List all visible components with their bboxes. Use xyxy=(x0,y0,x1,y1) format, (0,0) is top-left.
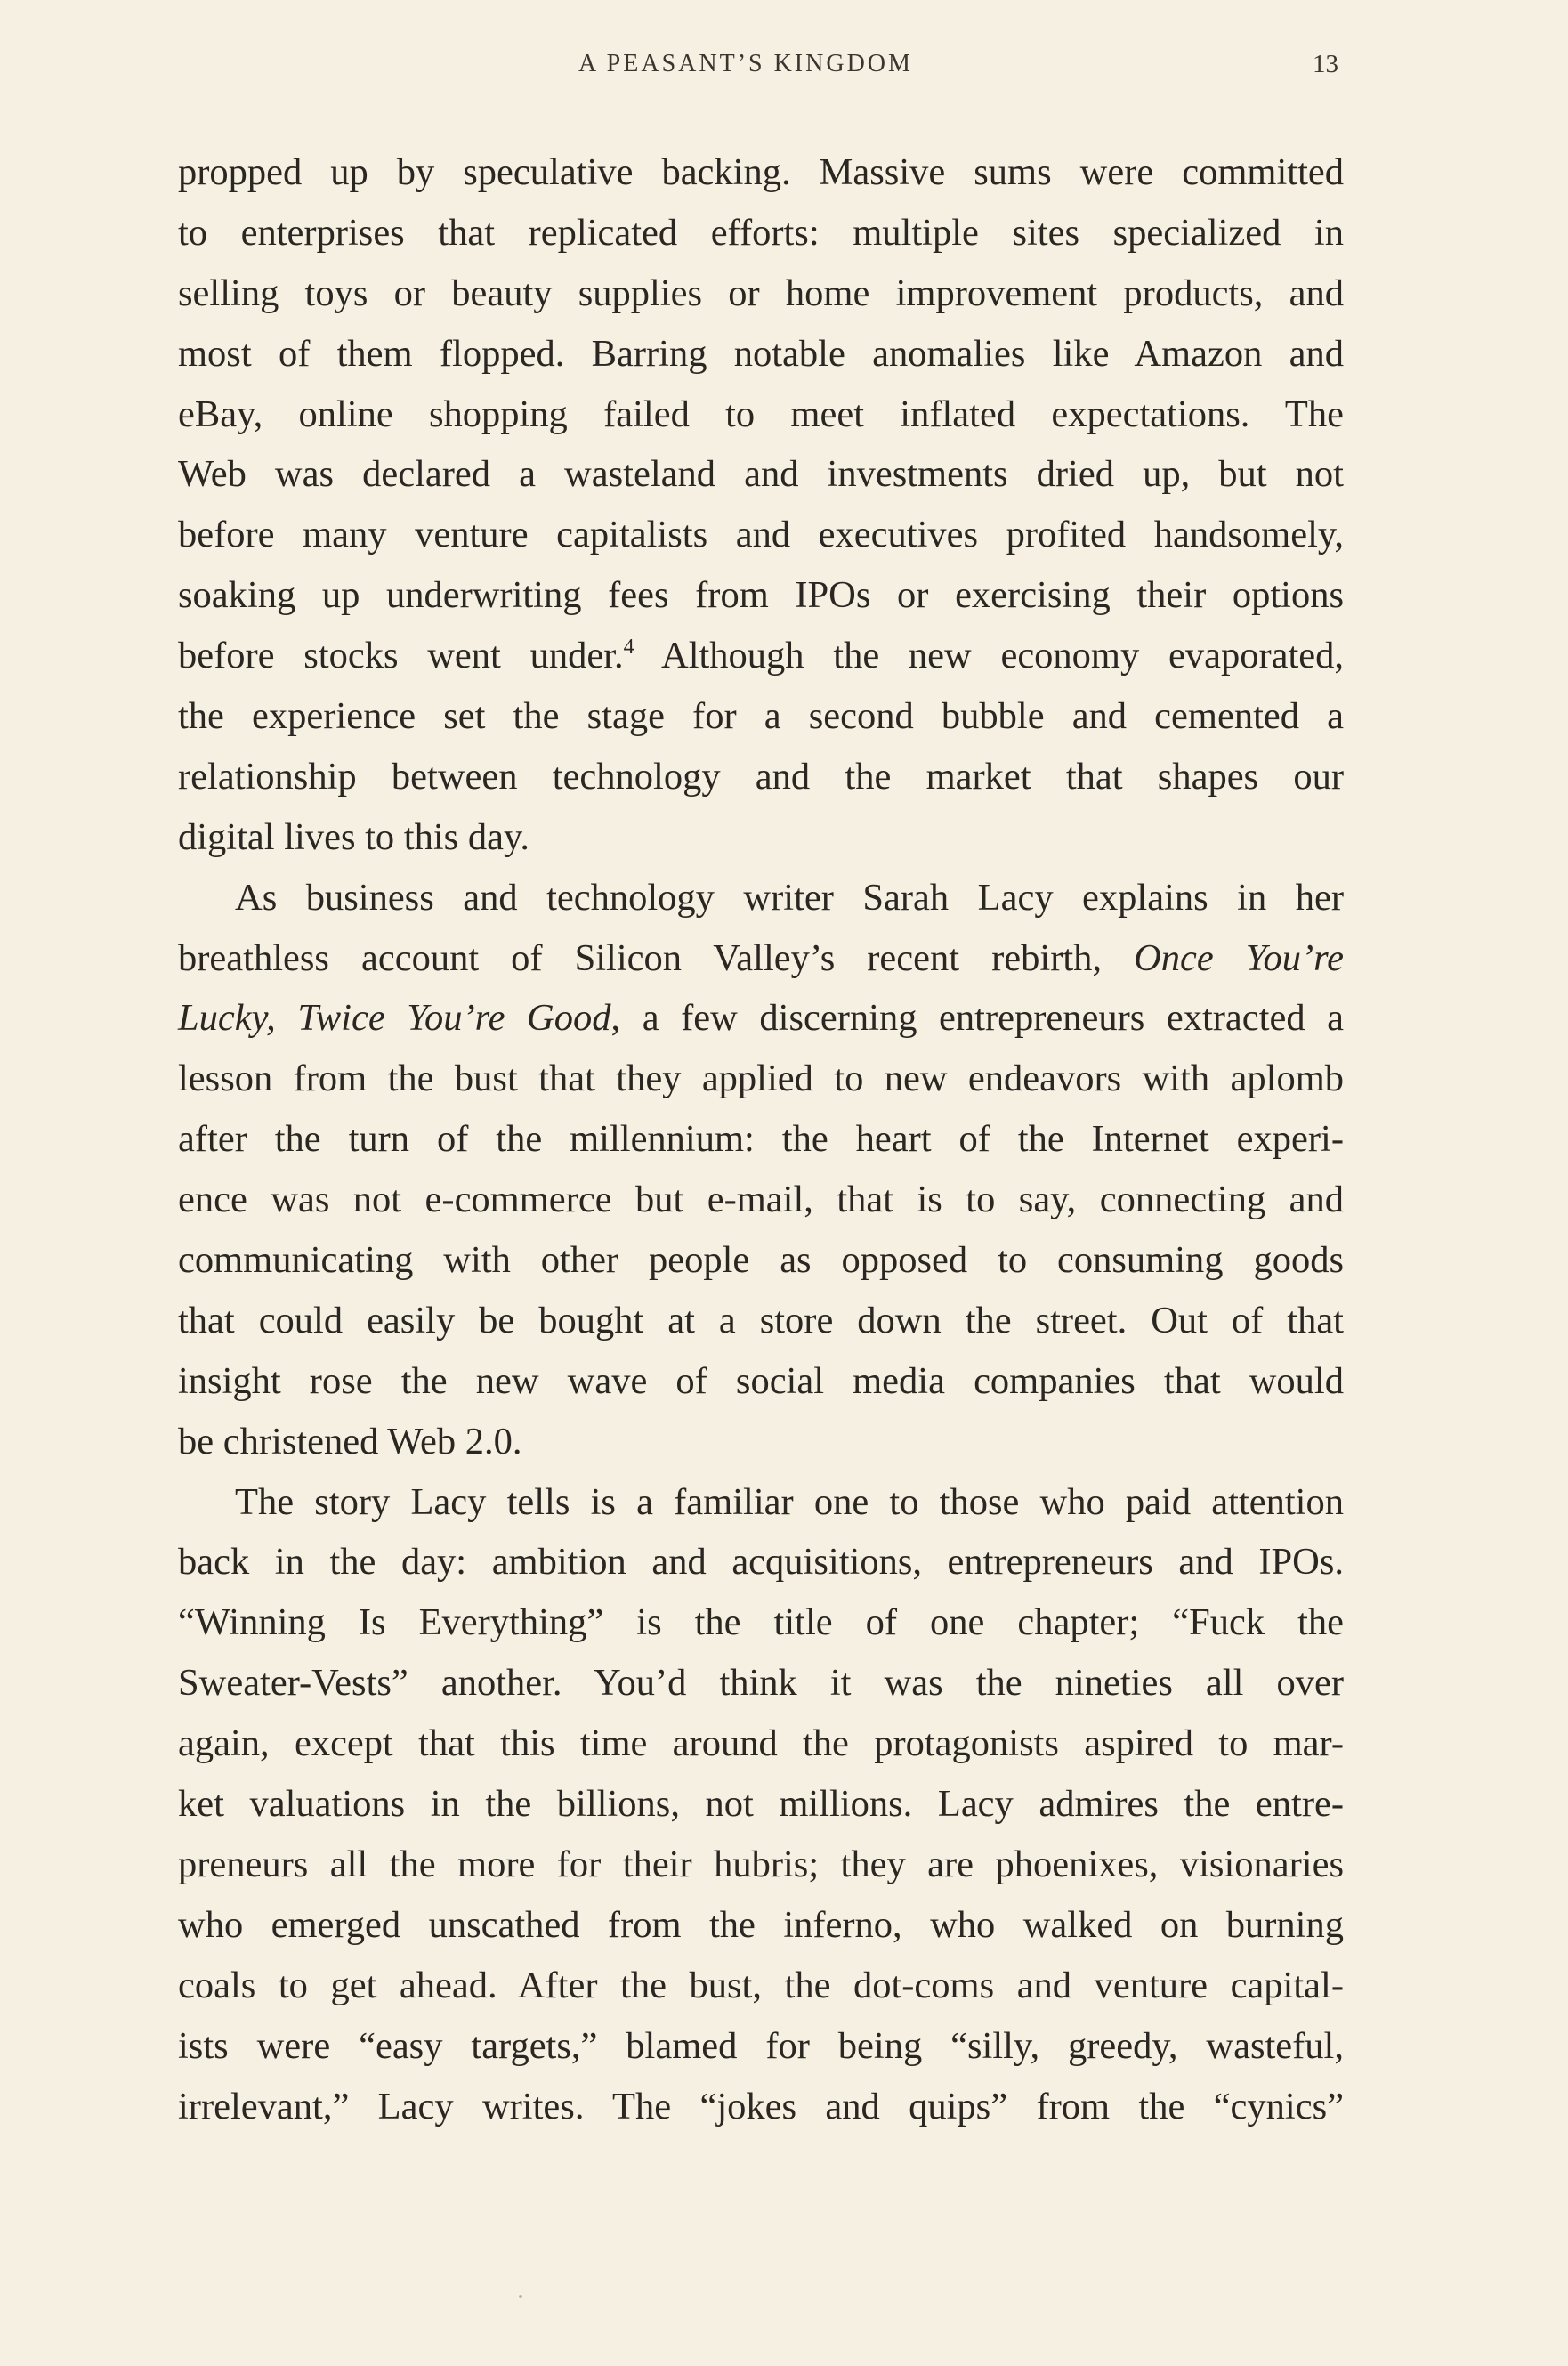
text-segment: before stocks went under. xyxy=(178,635,624,677)
text-line: soaking up underwriting fees from IPOs or exercising their options xyxy=(178,574,1344,617)
text-line: Web was declared a wasteland and investments dried up, but not xyxy=(178,453,1344,496)
text-line-with-book-title xyxy=(178,928,1344,989)
text-segment: Although the new economy evaporated, xyxy=(634,635,1345,677)
footnote-marker: 4 xyxy=(623,636,634,660)
text-line: that could easily be bought at a store down the street. Out of that xyxy=(178,1299,1344,1341)
text-line: ket valuations in the billions, not millions. Lacy admires the entre- xyxy=(178,1783,1344,1826)
text-line-with-footnote xyxy=(178,626,1344,686)
paragraph-first-line: As business and technology writer Sarah Lacy explains in her xyxy=(235,876,1344,919)
text-line: preneurs all the more for their hubris; they are phoenixes, visionaries xyxy=(178,1843,1344,1885)
text-segment: breathless account of Silicon Valley’s recent rebirth, xyxy=(178,936,1103,979)
book-title: Once You’re xyxy=(1134,936,1345,979)
text-line: ists were “easy targets,” blamed for being “silly, greedy, wasteful, xyxy=(178,2024,1344,2067)
text-line: again, except that this time around the protagonists aspired to mar- xyxy=(178,1722,1344,1765)
page-number: 13 xyxy=(1313,50,1338,78)
text-line: who emerged unscathed from the inferno, who walked on burning xyxy=(178,1903,1344,1946)
running-head-title: A PEASANT’S KINGDOM xyxy=(578,50,913,77)
text-line: communicating with other people as opposed to consuming goods xyxy=(178,1239,1344,1282)
text-line: propped up by speculative backing. Massive sums were committed xyxy=(178,151,1344,193)
text-line: “Winning Is Everything” is the title of one chapter; “Fuck the xyxy=(178,1601,1344,1644)
paragraph-last-line: digital lives to this day. xyxy=(178,815,530,858)
text-line-with-book-title xyxy=(178,988,1344,1049)
text-line: lesson from the bust that they applied to new endeavors with aplomb xyxy=(178,1057,1344,1100)
text-line: back in the day: ambition and acquisitions, entrepreneurs and IPOs. xyxy=(178,1541,1344,1584)
text-line: selling toys or beauty supplies or home improvement products, and xyxy=(178,271,1344,314)
text-line: insight rose the new wave of social media companies that would xyxy=(178,1359,1344,1402)
body-text xyxy=(178,142,1344,2136)
text-line: after the turn of the millennium: the heart of the Internet experi- xyxy=(178,1118,1344,1161)
text-line: coals to get ahead. After the bust, the dot-coms and venture capital- xyxy=(178,1964,1344,2006)
paragraph-last-line: be christened Web 2.0. xyxy=(178,1420,522,1463)
text-line: relationship between technology and the market that shapes our xyxy=(178,755,1344,798)
book-title: Lucky, Twice You’re Good xyxy=(178,997,611,1040)
text-segment: , a few discerning entrepreneurs extracted a xyxy=(610,997,1345,1040)
running-head xyxy=(0,50,1568,85)
text-line: most of them flopped. Barring notable anomalies like Amazon and xyxy=(178,332,1344,375)
text-line: the experience set the stage for a second bubble and cemented a xyxy=(178,695,1344,738)
text-line: to enterprises that replicated efforts: multiple sites specialized in xyxy=(178,211,1344,254)
paper-speck xyxy=(519,2295,522,2298)
text-line: before many venture capitalists and executives profited handsomely, xyxy=(178,514,1344,556)
text-line: ence was not e-commerce but e-mail, that is to say, connecting and xyxy=(178,1179,1344,1221)
text-line: Sweater-Vests” another. You’d think it was the nineties all over xyxy=(178,1662,1344,1705)
paragraph-first-line: The story Lacy tells is a familiar one to those who paid attention xyxy=(235,1480,1344,1523)
text-line: eBay, online shopping failed to meet inflated expectations. The xyxy=(178,393,1344,435)
text-line: irrelevant,” Lacy writes. The “jokes and quips” from the “cynics” xyxy=(178,2085,1344,2127)
